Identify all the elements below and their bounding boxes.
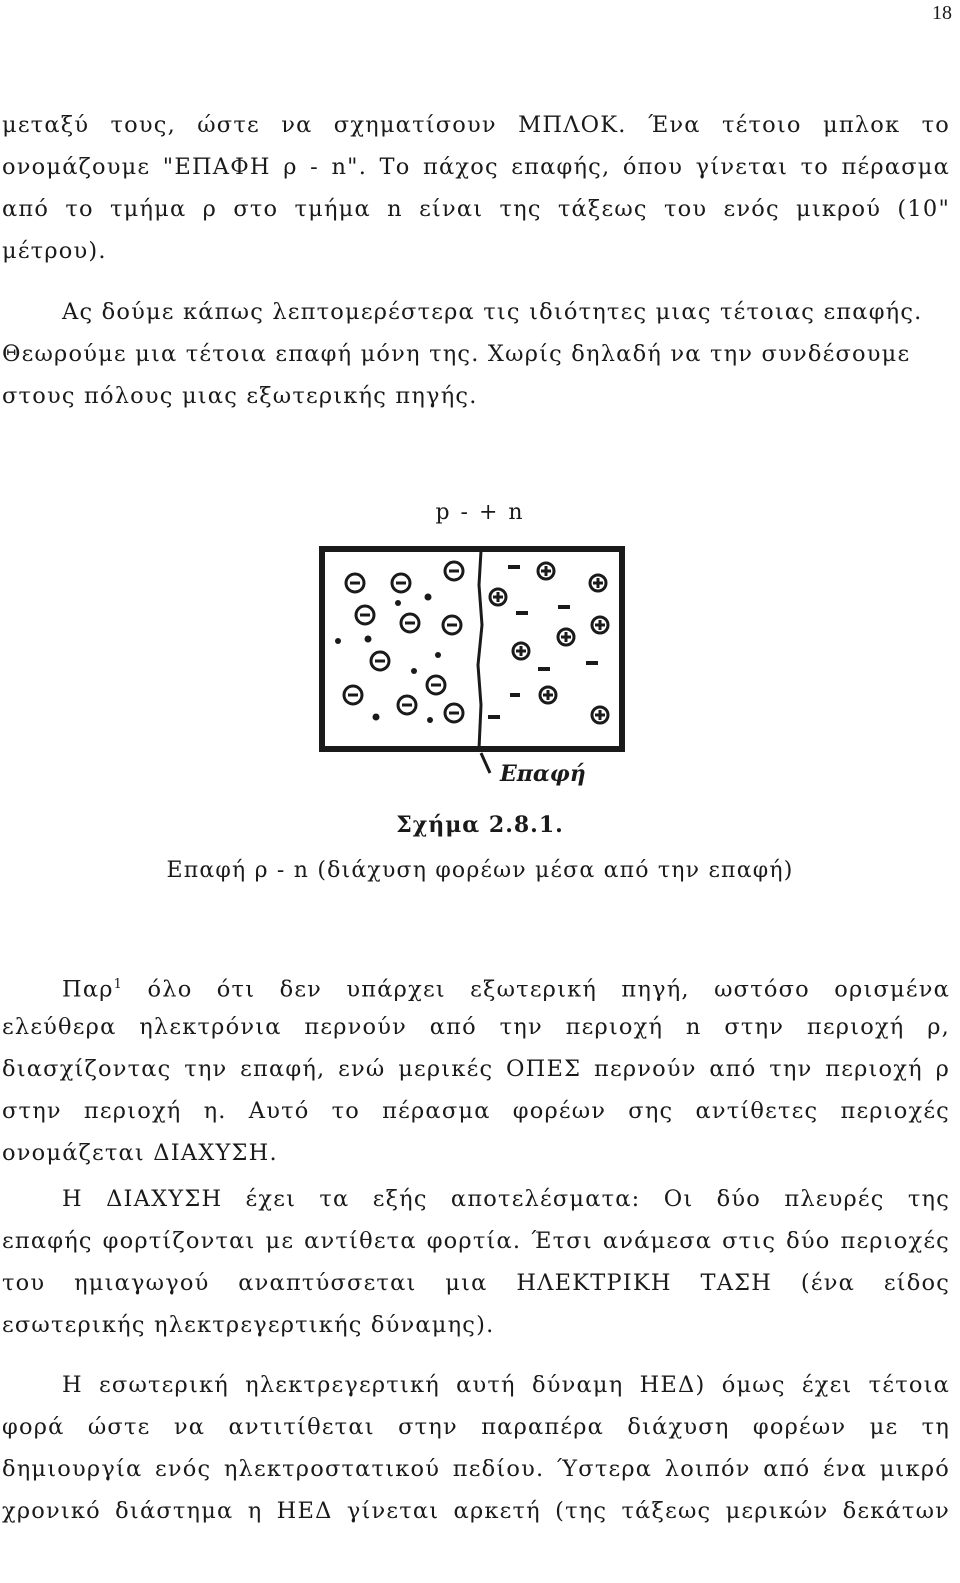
first-word: Παρ (62, 976, 114, 1003)
figure-caption-title: Σχήμα 2.8.1. (396, 812, 564, 838)
text-line: εσωτερικής ηλεκτρεγερτικής δύναμης). (2, 1312, 495, 1338)
junction-line (478, 551, 482, 749)
figure-top-label: p - + n (435, 500, 525, 525)
text-line: δημιουργία ενός ηλεκτροστατικού πεδίου. Ύστερα λοιπόν από ένα μικρό (2, 1456, 950, 1482)
junction-label: Επαφή (500, 761, 586, 787)
text-line (62, 970, 950, 1005)
text-line: μέτρου). (2, 238, 107, 264)
text-line: από το τμήμα ρ στο τμήμα n είναι της τάξεως του ενός μικρού (10" (2, 196, 950, 222)
first-line-rest: όλο ότι δεν υπάρχει εξωτερική πηγή, ωστόσο ορισμένα (147, 976, 950, 1003)
text-line: φορά ώστε να αντιτίθεται στην παραπέρα διάχυση φορέων με τη (2, 1414, 950, 1440)
text-line: στους πόλους μιας εξωτερικής πηγής. (2, 383, 478, 409)
negative-ions (344, 562, 463, 722)
text-line: επαφής φορτίζονται με αντίθετα φορτία. Έτσι ανάμεσα στις δύο περιοχές (2, 1228, 950, 1254)
text-line: μεταξύ τους, ώστε να σχηματίσουν ΜΠΛΟΚ. Ένα τέτοιο μπλοκ το (2, 112, 950, 138)
pn-junction-figure (318, 545, 628, 790)
text-line: Θεωρούμε μια τέτοια επαφή μόνη της. Χωρίς δηλαδή να την συνδέσουμε (2, 341, 911, 367)
text-line: χρονικό διάστημα η ΗΕΔ γίνεται αρκετή (της τάξεως μερικών δεκάτων (2, 1498, 950, 1524)
text-line: ονομάζουμε "ΕΠΑΦΗ ρ - n". Το πάχος επαφής, όπου γίνεται το πέρασμα (2, 154, 950, 180)
footnote-marker: 1 (113, 977, 124, 992)
text-line: διασχίζοντας την επαφή, ενώ μερικές ΟΠΕΣ περνούν από την περιοχή ρ (2, 1056, 950, 1082)
pointer-line (481, 753, 490, 773)
positive-ions (490, 563, 608, 723)
text-line: Η ΔΙΑΧΥΣΗ έχει τα εξής αποτελέσματα: Οι δύο πλευρές της (62, 1186, 950, 1212)
figure-caption-text: Επαφή ρ - n (διάχυση φορέων μέσα από την επαφή) (166, 858, 794, 883)
text-line: ελεύθερα ηλεκτρόνια περνούν από την περιοχή n στην περιοχή ρ, (2, 1014, 950, 1040)
text-line: στην περιοχή η. Αυτό το πέρασμα φορέων σης αντίθετες περιοχές (2, 1098, 950, 1124)
junction-block (322, 549, 622, 749)
text-line: Ας δούμε κάπως λεπτομερέστερα τις ιδιότητες μιας τέτοιας επαφής. (62, 299, 923, 325)
text-line: Η εσωτερική ηλεκτρεγερτική αυτή δύναμη ΗΕΔ) όμως έχει τέτοια (62, 1372, 950, 1398)
text-line: ονομάζεται ΔΙΑΧΥΣΗ. (2, 1140, 278, 1166)
text-line: του ημιαγωγού αναπτύσσεται μια ΗΛΕΚΤΡΙΚΗ ΤΑΣΗ (ένα είδος (2, 1270, 950, 1296)
page-number: 18 (932, 2, 952, 24)
